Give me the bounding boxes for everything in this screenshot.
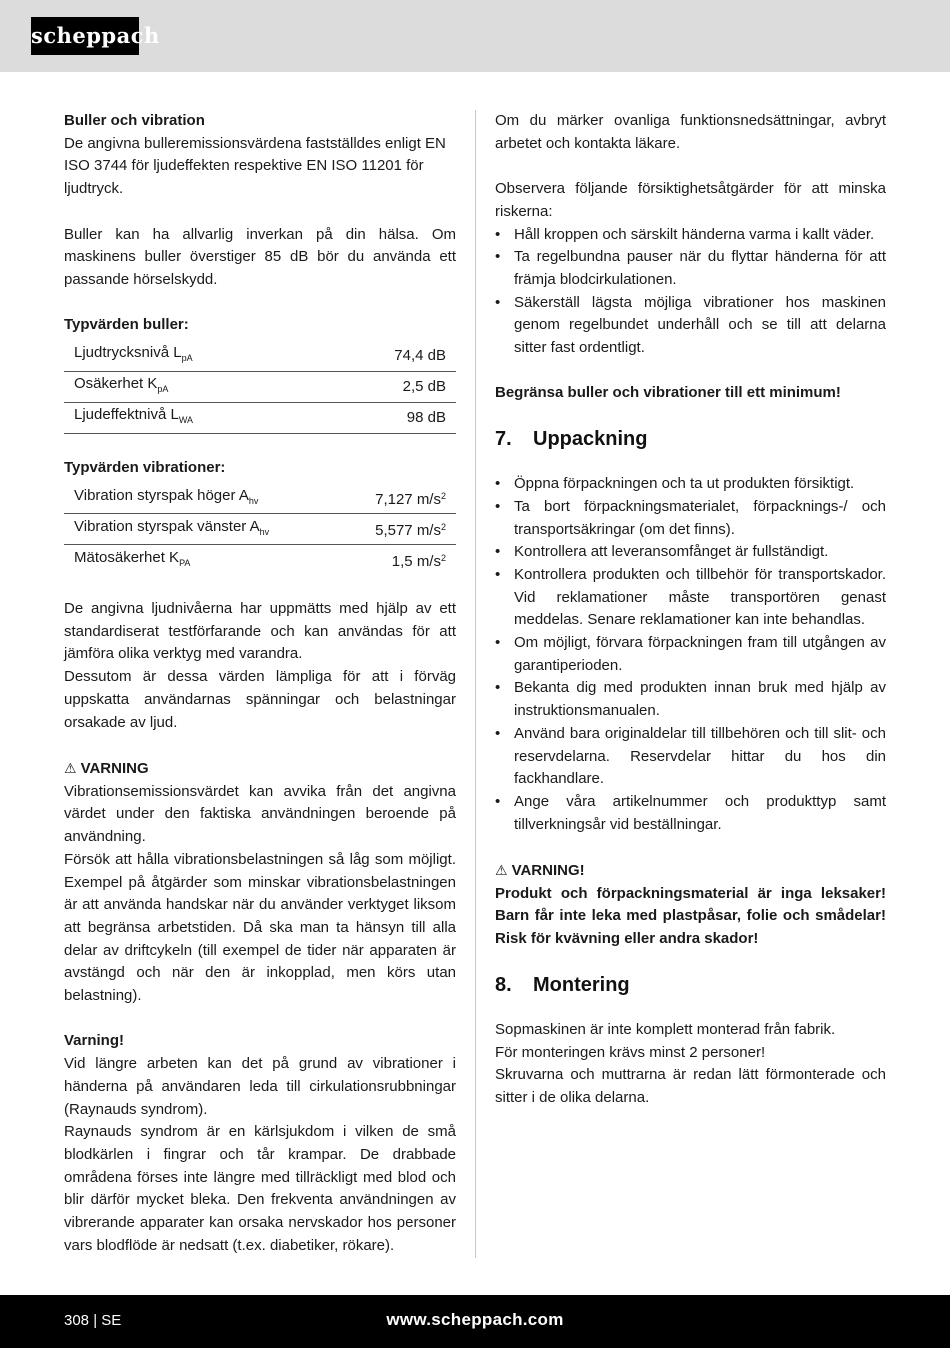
list-item: • Håll kroppen och särskilt händerna varma i kallt väder. [495, 224, 886, 247]
footer-bar [0, 1295, 950, 1348]
warning-2-text: Produkt och förpackningsmaterial är inga leksaker! Barn får inte leka med plastpåsar, folie och smådelar! Risk för kvävning eller andra skador! [495, 884, 886, 948]
row-subscript: pA [157, 384, 169, 395]
precautions-list [495, 224, 886, 360]
right-paragraph-2: Observera följande försiktighetsåtgärder för att minska riskerna: [495, 180, 886, 220]
row-value: 7,127 m/s [375, 491, 441, 509]
table-row [64, 341, 456, 372]
row-superscript: 2 [440, 553, 446, 564]
table-row [64, 545, 456, 576]
row-superscript: 2 [440, 491, 446, 502]
noise-heading: Buller och vibration [64, 112, 205, 129]
varning-paragraph-2: Raynauds syndrom är en kärlsjukdom i vilken de små blodkärlen i fingrar och tår krampar. De drabbade områdena förses inte längre med tillräckligt med blod och blir därför mycket bleka. Den frekventa användningen av vibrerande apparater kan orsaka nervskador hos personer vars blodflöde är nedsatt (t.ex. diabetiker, rökare). [64, 1123, 456, 1254]
section-number: 7. [495, 428, 512, 451]
section-7-heading [495, 426, 886, 452]
row-label: Ljudtrycksnivå L [74, 344, 182, 362]
list-item: • Kontrollera att leveransomfånget är fullständigt. [495, 541, 886, 564]
list-item: • Om möjligt, förvara förpackningen fram till utgången av garantiperioden. [495, 632, 886, 677]
warning-triangle-icon: ⚠ [64, 759, 77, 776]
list-item: • Bekanta dig med produkten innan bruk med hjälp av instruktionsmanualen. [495, 677, 886, 722]
mount-paragraph-2: För monteringen krävs minst 2 personer! [495, 1043, 766, 1061]
list-item: • Säkerställ lägsta möjliga vibrationer hos maskinen genom regelbundet underhåll och se till att delarna sitter fast ordentligt. [495, 292, 886, 360]
vibration-table [64, 483, 456, 575]
header-bar [0, 0, 950, 72]
row-value: 1,5 m/s [391, 553, 441, 571]
row-label: Osäkerhet K [74, 375, 158, 393]
noise-table [64, 341, 456, 434]
warning-2-heading [495, 859, 886, 883]
warning-triangle-icon: ⚠ [495, 862, 508, 879]
list-item: • Använd bara originaldelar till tillbehören och till slit- och reservdelarna. Reservdelar hittar du hos din fackhandlare. [495, 723, 886, 791]
row-subscript: pA [181, 353, 193, 364]
section-title: Montering [533, 973, 630, 996]
section-number: 8. [495, 973, 512, 996]
list-item: • Öppna förpackningen och ta ut produkten försiktigt. [495, 473, 886, 496]
table-row [64, 403, 456, 434]
noise-table-title: Typvärden buller: [64, 316, 189, 334]
row-subscript: PA [179, 557, 191, 568]
varning-paragraph-1: Vid längre arbeten kan det på grund av vibrationer i händerna på användaren leda till cirkulationsrubbningar (Raynauds syndrom). [64, 1055, 456, 1118]
noise-paragraph-2: Buller kan ha allvarlig inverkan på din hälsa. Om maskinens buller överstiger 85 dB bör du använda ett passande hörselskydd. [64, 225, 456, 288]
row-label: Mätosäkerhet K [74, 548, 180, 566]
noise-paragraph-1: De angivna bulleremissionsvärdena fastställdes enligt EN ISO 3744 för ljudeffekten respektive EN ISO 11201 för ljudtryck. [64, 134, 446, 198]
list-item: • Kontrollera produkten och tillbehör för transportskador. Vid reklamationer måste transportören genast meddelas. Senare reklamationer kan inte behandlas. [495, 564, 886, 632]
minimize-note: Begränsa buller och vibrationer till ett minimum! [495, 384, 841, 402]
warning-title: VARNING [80, 759, 149, 777]
page-number: 308 | SE [64, 1312, 122, 1329]
section-8-heading [495, 972, 886, 998]
row-label: Ljudeffektnivå L [74, 406, 179, 424]
row-value: 5,577 m/s [375, 522, 441, 540]
row-subscript: hv [259, 526, 270, 537]
website-link[interactable]: www.scheppach.com [386, 1310, 564, 1329]
warning-heading [64, 757, 456, 781]
table-row [64, 483, 456, 514]
table-row [64, 514, 456, 545]
list-item: • Ta bort förpackningsmaterialet, förpacknings-/ och transportsäkringar (om det finns). [495, 496, 886, 541]
row-value: 2,5 dB [323, 372, 456, 403]
right-paragraph-1: Om du märker ovanliga funktionsnedsättningar, avbryt arbetet och kontakta läkare. [495, 112, 886, 152]
row-superscript: 2 [440, 522, 446, 533]
vibration-table-title: Typvärden vibrationer: [64, 458, 226, 476]
brand-logo: scheppach [31, 17, 139, 55]
row-subscript: WA [178, 415, 193, 426]
levels-paragraph-2: Dessutom är dessa värden lämpliga för att i förväg uppskatta användarnas spänningar och belastningar orsakade av ljud. [64, 668, 456, 731]
row-subscript: hv [248, 495, 259, 506]
right-column [495, 110, 886, 1110]
row-label: Vibration styrspak höger A [74, 486, 249, 504]
warning-2-title: VARNING! [511, 862, 585, 880]
unpacking-list [495, 473, 886, 836]
table-row [64, 372, 456, 403]
section-title: Uppackning [533, 428, 648, 451]
mount-paragraph-1: Sopmaskinen är inte komplett monterad från fabrik. [495, 1020, 836, 1038]
warning-paragraph-2: Försök att hålla vibrationsbelastningen så låg som möjligt. Exempel på åtgärder som minskar vibrationsbelastningen är att använda handskar när du använder verktyget liksom att begränsa arbetstiden. Då ska man ta hänsyn till alla delar av driftcykeln (till exempel de tider när apparaten är avstängd och när den är inkopplad, men körs utan belastning). [64, 850, 456, 1005]
levels-paragraph-1: De angivna ljudnivåerna har uppmätts med hjälp av ett standardiserat testförfarande och kan användas för att jämföra olika verktyg med varandra. [64, 600, 456, 663]
row-value: 74,4 dB [323, 341, 456, 372]
list-item: • Ange våra artikelnummer och produkttyp samt tillverkningsår vid beställningar. [495, 791, 886, 836]
left-column [64, 110, 456, 1257]
mount-paragraph-3: Skruvarna och muttrarna är redan lätt förmonterade och sitter i de olika delarna. [495, 1066, 886, 1106]
row-label: Vibration styrspak vänster A [74, 517, 260, 535]
varning-heading: Varning! [64, 1032, 125, 1050]
row-value: 98 dB [323, 403, 456, 434]
column-divider [475, 110, 476, 1258]
warning-paragraph-1: Vibrationsemissionsvärdet kan avvika från det angivna värdet under den faktiska användningen beroende på användning. [64, 782, 456, 846]
list-item: • Ta regelbundna pauser när du flyttar händerna för att främja blodcirkulationen. [495, 246, 886, 291]
